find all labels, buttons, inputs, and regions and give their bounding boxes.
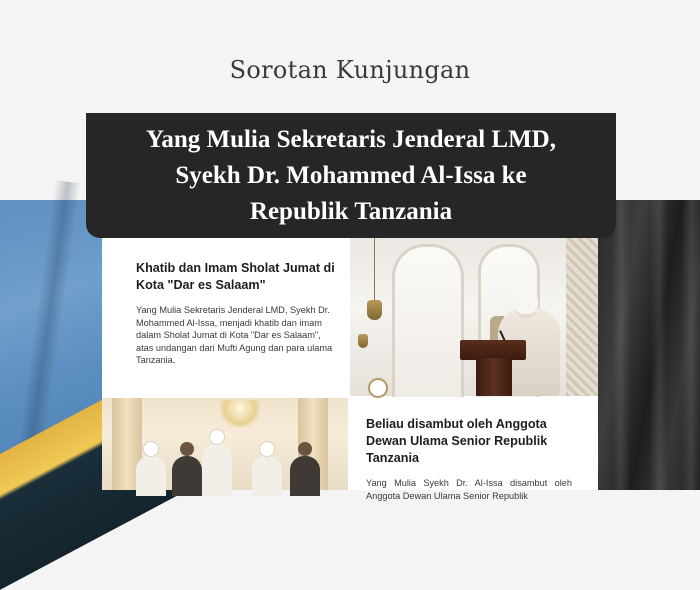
highlight-card-friday-prayer[interactable] <box>136 260 336 367</box>
highlight-card-reception[interactable] <box>366 416 572 502</box>
mosque-arch <box>392 244 464 397</box>
card-title[interactable]: Khatib dan Imam Sholat Jumat di Kota "Dar es Salaam" <box>136 261 335 292</box>
chandelier-icon <box>220 400 260 428</box>
person-figure <box>172 456 202 496</box>
dark-fabric-background <box>598 200 700 490</box>
khatib-head <box>514 288 538 314</box>
mimbar-lectern <box>460 340 526 360</box>
lamp-chain <box>374 238 375 302</box>
fabric-fold <box>650 180 668 520</box>
person-figure <box>290 456 320 496</box>
headline-line: Syekh Dr. Mohammed Al-Issa ke <box>175 161 527 189</box>
tanzania-flag-background <box>0 200 102 490</box>
highlights-content <box>102 197 598 501</box>
headline-line: Republik Tanzania <box>249 197 453 225</box>
card-description: Yang Mulia Sekretaris Jenderal LMD, Syekh Dr. Mohammed Al-Issa, menjadi khatib dan imam dalam Sholat Jumat di Kota "Dar es Salaam", atas undangan dari Mufti Agung dan para ulama Tanzania. <box>136 305 333 365</box>
fabric-fold <box>612 180 630 520</box>
hanging-lamp-icon <box>367 300 382 320</box>
visit-headline <box>146 122 556 230</box>
photo-reception-meeting[interactable] <box>102 398 348 490</box>
visit-headline-banner <box>86 113 616 238</box>
wall-clock-icon <box>368 378 388 398</box>
person-figure <box>252 456 282 496</box>
hanging-lamp-icon <box>358 334 368 348</box>
card-description: Yang Mulia Syekh Dr. Al-Issa disambut oleh Anggota Dewan Ulama Senior Republik <box>366 478 572 501</box>
person-figure <box>136 456 166 496</box>
ornamental-wall <box>566 238 598 396</box>
photo-khatib-at-mimbar[interactable] <box>350 238 598 396</box>
card-title[interactable]: Beliau disambut oleh Anggota Dewan Ulama Senior Republik Tanzania <box>366 417 548 465</box>
section-title: Sorotan Kunjungan <box>229 56 471 84</box>
fabric-fold <box>682 180 700 520</box>
person-figure <box>202 444 232 496</box>
mimbar-stand <box>476 358 512 396</box>
headline-line: Yang Mulia Sekretaris Jenderal LMD, <box>146 125 556 153</box>
